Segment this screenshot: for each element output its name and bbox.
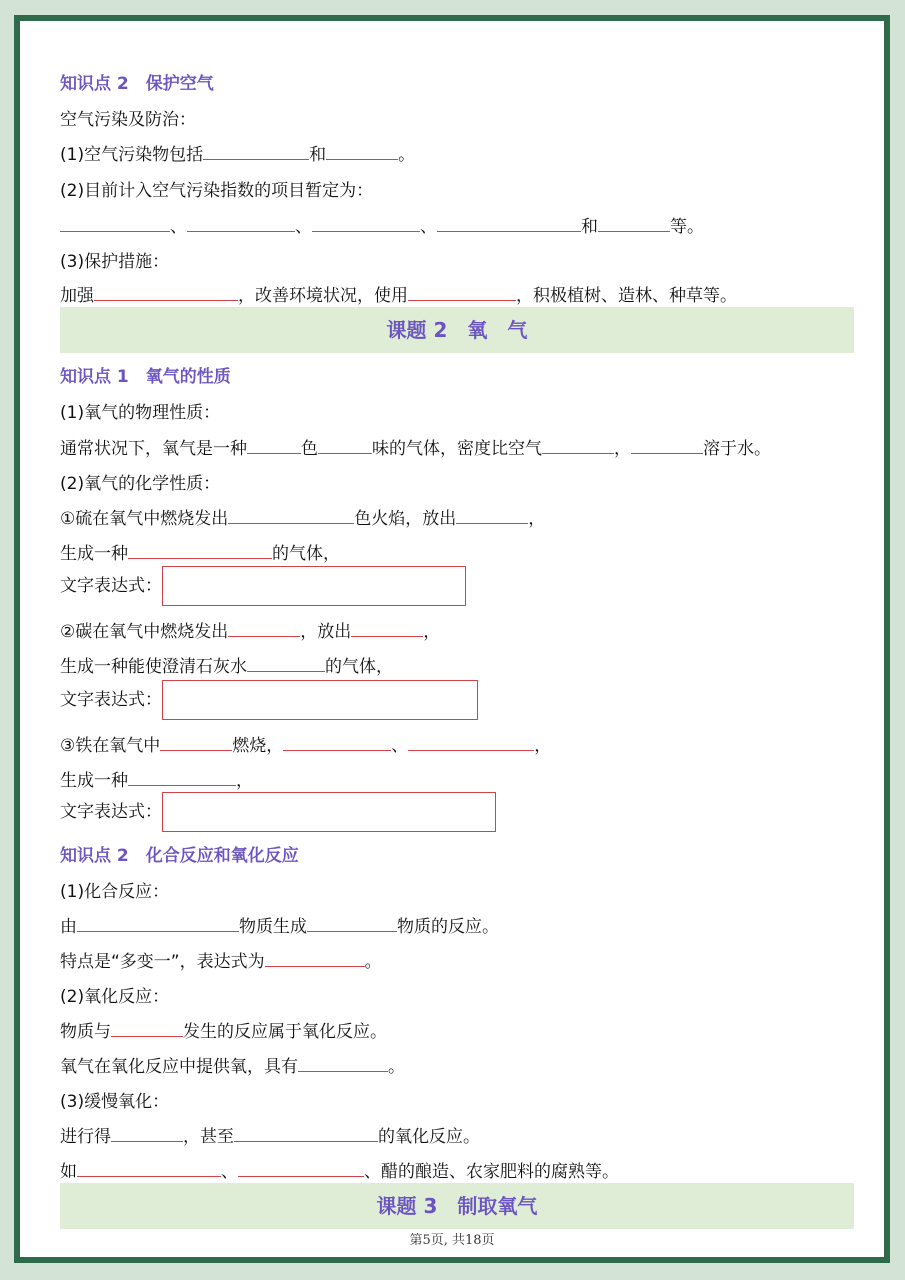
text: 生成一种 <box>60 544 128 564</box>
fill-blank[interactable] <box>283 734 391 751</box>
physical-heading: (1)氧气的物理性质： <box>60 403 221 423</box>
fill-blank[interactable] <box>307 915 397 932</box>
text: 氧气在氧化反应中提供氧，具有 <box>60 1057 298 1077</box>
fill-blank[interactable] <box>187 215 295 232</box>
text: 物质与 <box>60 1022 111 1042</box>
fill-blank[interactable] <box>111 1125 183 1142</box>
fill-blank[interactable] <box>298 1055 388 1072</box>
sulfur-expression-line <box>60 566 466 606</box>
text: 溶于水。 <box>703 439 771 459</box>
fill-blank[interactable] <box>312 215 420 232</box>
text: 通常状况下，氧气是一种 <box>60 439 247 459</box>
fill-blank[interactable] <box>128 542 272 559</box>
text: ， <box>528 509 546 529</box>
fill-blank[interactable] <box>631 437 703 454</box>
expression-label: 文字表达式： <box>60 802 162 822</box>
text: 味的气体，密度比空气 <box>372 439 542 459</box>
combination-heading: (1)化合反应： <box>60 882 170 902</box>
text: 发生的反应属于氧化反应。 <box>183 1022 387 1042</box>
iron-line <box>60 734 551 758</box>
index-items-line <box>60 215 704 239</box>
text: 和 <box>581 217 598 237</box>
carbon-line <box>60 620 440 644</box>
text: 。 <box>364 952 382 972</box>
worksheet-content <box>20 21 884 1257</box>
slow-oxidation-heading: (3)缓慢氧化： <box>60 1092 170 1112</box>
oxidation-heading: (2)氧化反应： <box>60 987 170 1007</box>
text: ， <box>236 771 253 791</box>
fill-blank[interactable] <box>77 915 239 932</box>
text: ②碳在氧气中燃烧发出 <box>60 622 229 642</box>
text: 生成一种 <box>60 771 128 791</box>
text: ， <box>534 736 552 756</box>
text: ， <box>423 622 441 642</box>
text: 色 <box>301 439 318 459</box>
fill-blank[interactable] <box>265 950 365 967</box>
slow-oxidation-line-2 <box>60 1160 619 1184</box>
fill-blank[interactable] <box>351 620 423 637</box>
fill-blank[interactable] <box>456 507 528 524</box>
fill-blank[interactable] <box>94 284 238 301</box>
fill-blank[interactable] <box>160 734 232 751</box>
lesson-3-banner: 课题 3 制取氧气 <box>60 1183 854 1229</box>
answer-box[interactable] <box>162 792 496 832</box>
fill-blank[interactable] <box>408 734 534 751</box>
text: 和 <box>309 145 327 165</box>
lesson-2-banner: 课题 2 氧 气 <box>60 307 854 353</box>
fill-blank[interactable] <box>542 437 614 454</box>
text: 、醋的酿造、农家肥料的腐熟等。 <box>364 1162 619 1182</box>
text: (1)空气污染物包括 <box>60 145 204 165</box>
text: ①硫在氧气中燃烧发出 <box>60 509 229 529</box>
text: 由 <box>60 917 77 937</box>
text: 色火焰，放出 <box>354 509 457 529</box>
feature-line <box>60 950 382 974</box>
text: 、 <box>391 736 409 756</box>
oxidation-line-1 <box>60 1020 387 1044</box>
carbon-gas-line <box>60 655 393 679</box>
text: 、 <box>170 217 187 237</box>
text: 物质的反应。 <box>397 917 499 937</box>
section-title-reactions: 知识点 2 化合反应和氧化反应 <box>60 846 299 866</box>
text: 生成一种能使澄清石灰水 <box>60 657 247 677</box>
fill-blank[interactable] <box>247 655 325 672</box>
slow-oxidation-line-1 <box>60 1125 480 1149</box>
text: ，改善环境状况，使用 <box>238 286 408 306</box>
iron-expression-line <box>60 792 496 832</box>
index-heading: (2)目前计入空气污染指数的项目暂定为： <box>60 181 374 201</box>
chemical-heading: (2)氧气的化学性质： <box>60 474 221 494</box>
iron-product-line <box>60 769 253 793</box>
fill-blank[interactable] <box>326 143 398 160</box>
protect-line <box>60 284 737 308</box>
text: ③铁在氧气中 <box>60 736 161 756</box>
carbon-expression-line <box>60 680 478 720</box>
text: ，放出 <box>300 622 352 642</box>
text: 燃烧， <box>232 736 284 756</box>
text: 、 <box>221 1162 238 1182</box>
text: 。 <box>398 145 416 165</box>
fill-blank[interactable] <box>437 215 581 232</box>
page-frame <box>14 15 890 1263</box>
sulfur-gas-line <box>60 542 340 566</box>
pollutants-line <box>60 143 415 167</box>
fill-blank[interactable] <box>408 284 516 301</box>
combination-line <box>60 915 499 939</box>
text: 如 <box>60 1162 77 1182</box>
fill-blank[interactable] <box>128 769 236 786</box>
text: 特点是“多变一”，表达式为 <box>60 952 265 972</box>
fill-blank[interactable] <box>598 215 670 232</box>
text: 进行得 <box>60 1127 111 1147</box>
answer-box[interactable] <box>162 566 466 606</box>
answer-box[interactable] <box>162 680 478 720</box>
text: ，积极植树、造林、种草等。 <box>516 286 737 306</box>
text: ， <box>614 439 631 459</box>
text: 的气体， <box>325 657 393 677</box>
text: ，甚至 <box>183 1127 234 1147</box>
fill-blank[interactable] <box>203 143 309 160</box>
text: 物质生成 <box>239 917 307 937</box>
oxidation-line-2 <box>60 1055 405 1079</box>
fill-blank[interactable] <box>228 620 300 637</box>
section-title-protect-air: 知识点 2 保护空气 <box>60 74 214 94</box>
air-pollution-heading: 空气污染及防治： <box>60 110 196 130</box>
fill-blank[interactable] <box>247 437 301 454</box>
physical-line <box>60 437 771 461</box>
fill-blank[interactable] <box>77 1160 221 1177</box>
fill-blank[interactable] <box>238 1160 364 1177</box>
text: 的氧化反应。 <box>378 1127 480 1147</box>
section-title-oxygen-properties: 知识点 1 氧气的性质 <box>60 367 231 387</box>
expression-label: 文字表达式： <box>60 690 162 710</box>
fill-blank[interactable] <box>234 1125 378 1142</box>
fill-blank[interactable] <box>318 437 372 454</box>
fill-blank[interactable] <box>228 507 354 524</box>
text: 、 <box>420 217 437 237</box>
expression-label: 文字表达式： <box>60 576 162 596</box>
text: 的气体， <box>272 544 340 564</box>
fill-blank[interactable] <box>111 1020 183 1037</box>
text: 。 <box>388 1057 405 1077</box>
text: 、 <box>295 217 312 237</box>
page-number: 第5页, 共18页 <box>409 1233 495 1248</box>
text: 加强 <box>60 286 94 306</box>
protect-heading: (3)保护措施： <box>60 252 170 272</box>
sulfur-line <box>60 507 545 531</box>
text: 等。 <box>670 217 704 237</box>
fill-blank[interactable] <box>60 215 170 232</box>
